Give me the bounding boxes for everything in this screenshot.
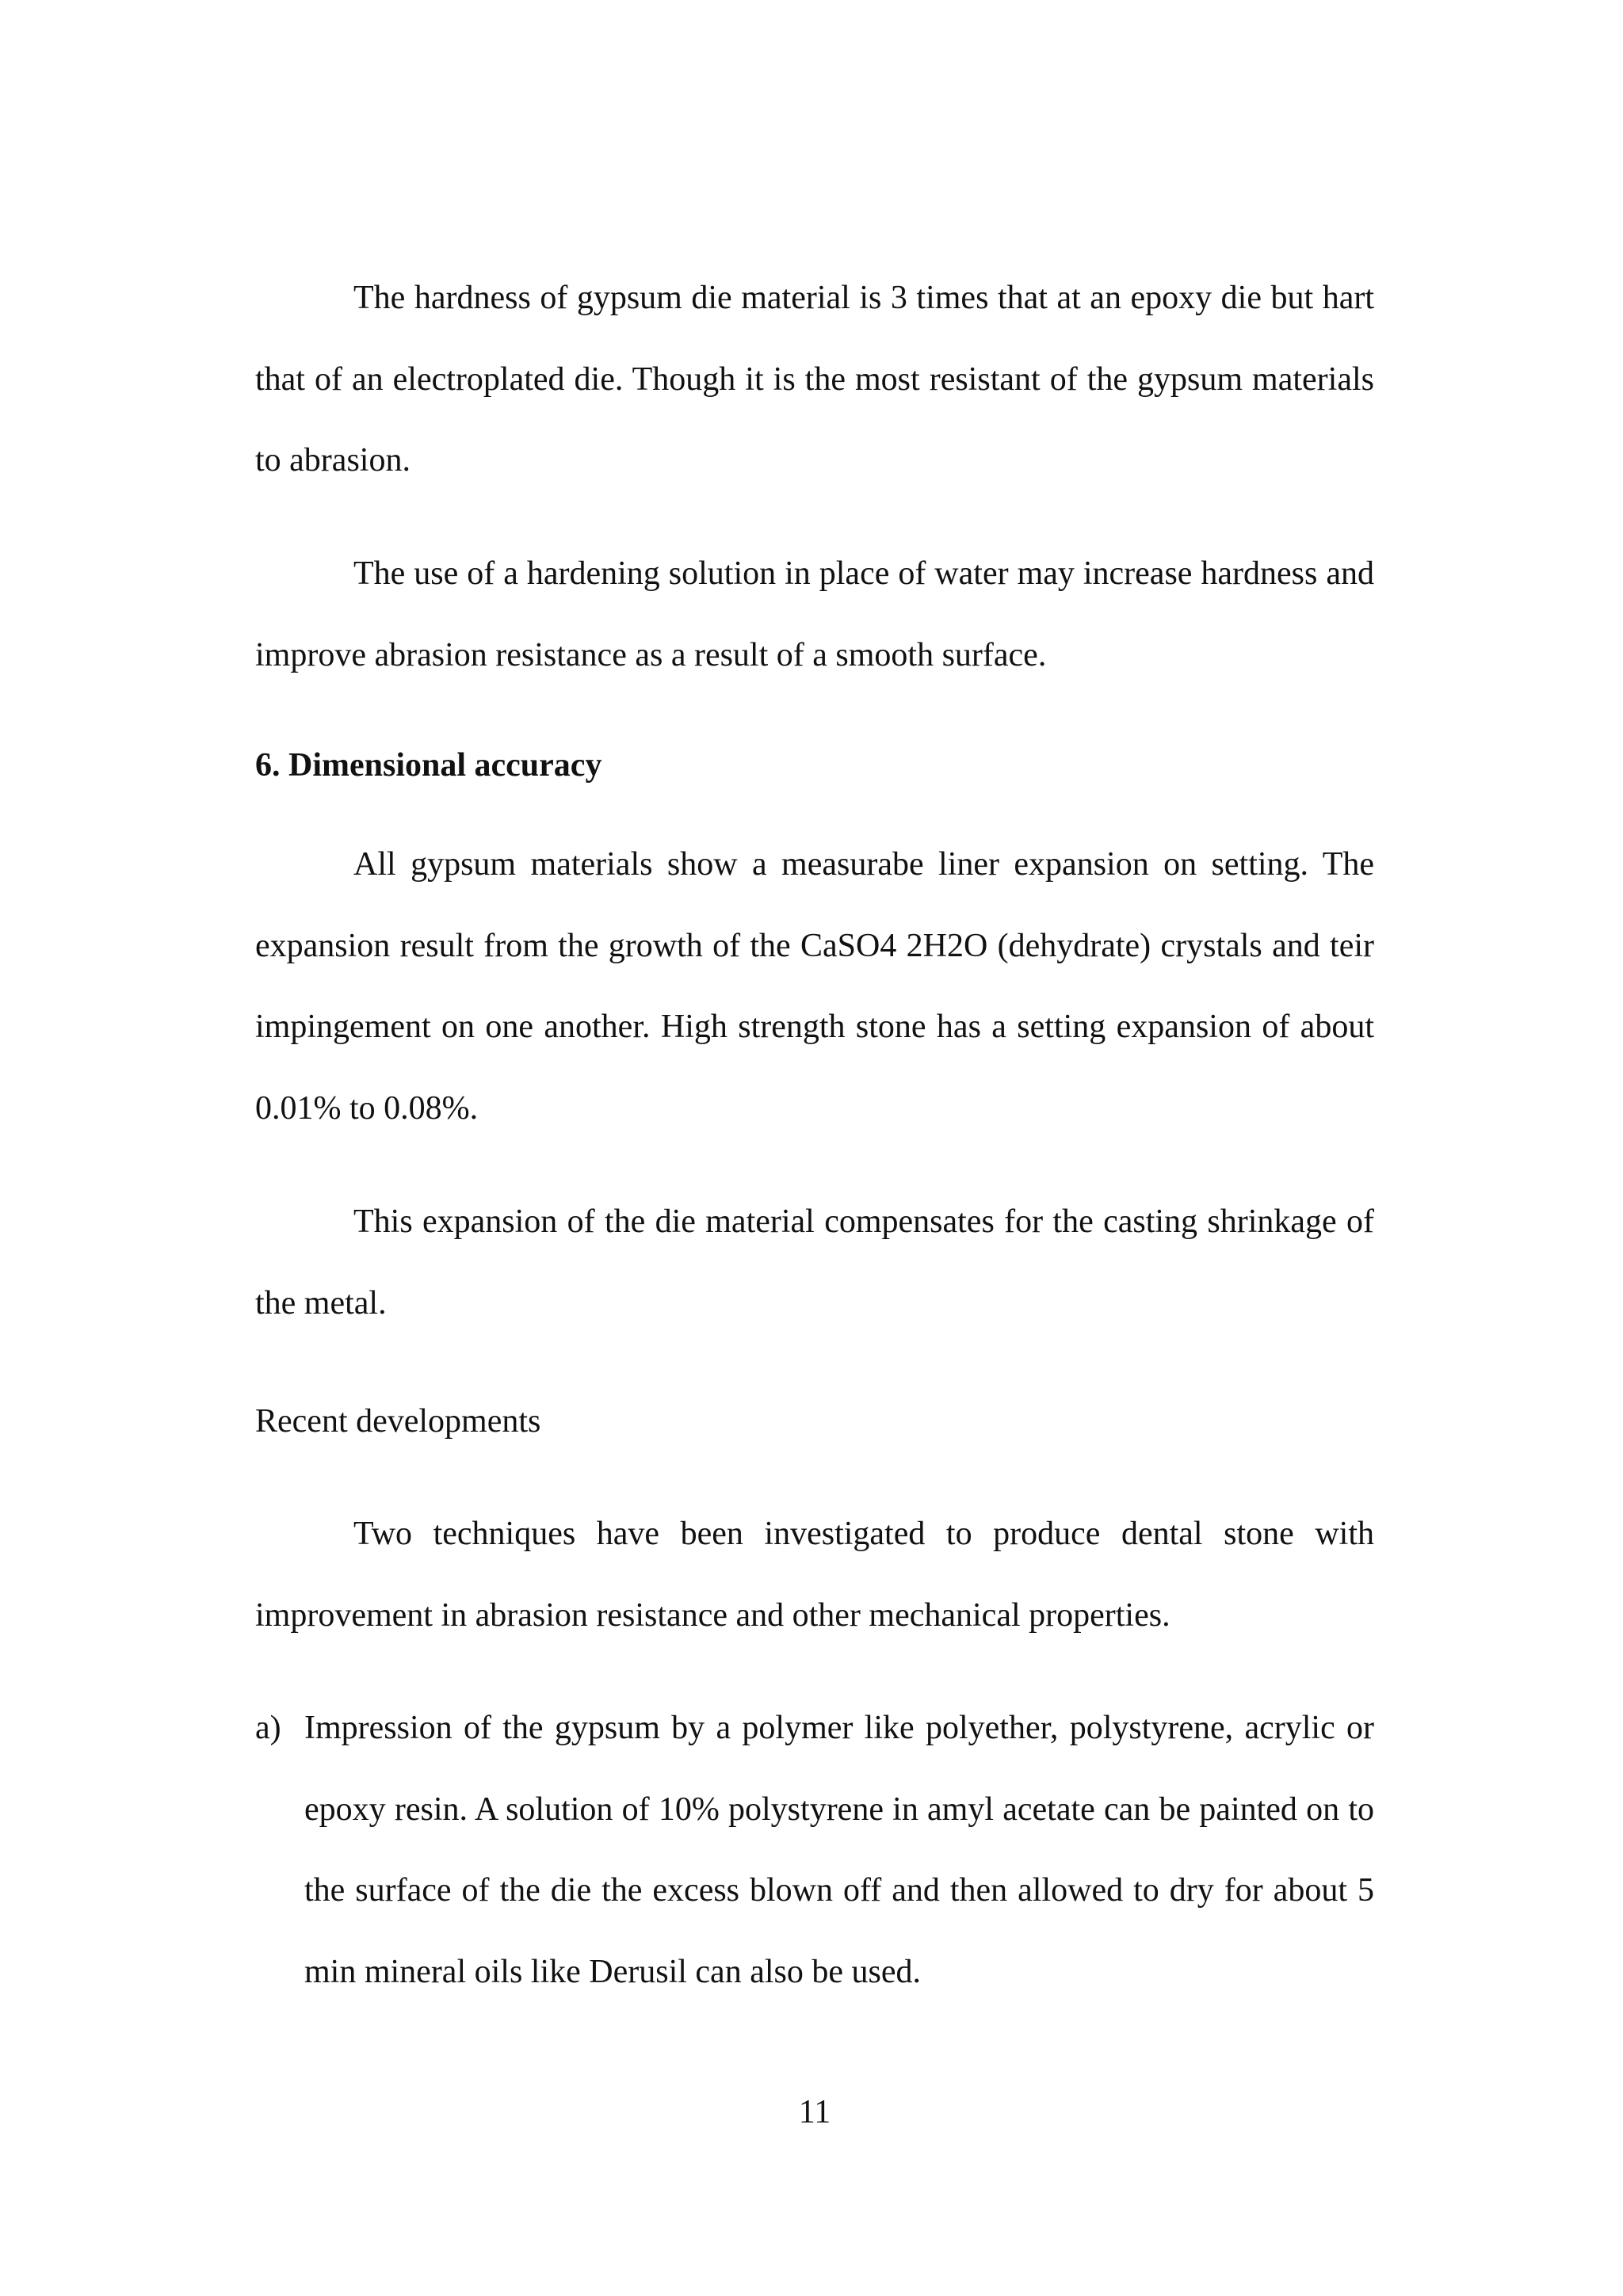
- list-item-text: Impression of the gypsum by a polymer like polyether, polystyrene, acrylic or epoxy resin. A solution of 10% polystyrene in amyl acetate can be painted on to the surface of the die the excess blown off and then allowed to dry for about 5 min mineral oils like Derusil can also be used.: [304, 1710, 1374, 1990]
- section-heading-dimensional-accuracy: 6. Dimensional accuracy: [255, 747, 602, 784]
- paragraph-hardness: The hardness of gypsum die material is 3 times that at an epoxy die but hart that of an electroplated die. Though it is the most resistant of the gypsum materials to abrasion.: [255, 280, 1374, 479]
- document-page: [255, 0, 1374, 2296]
- paragraph-hardening-solution: The use of a hardening solution in place of water may increase hardness and improve abrasion resistance as a result of a smooth surface.: [255, 555, 1374, 673]
- paragraph-techniques: Two techniques have been investigated to produce dental stone with improvement in abrasion resistance and other mechanical properties.: [255, 1516, 1374, 1634]
- page-number: 11: [798, 2094, 831, 2130]
- paragraph-expansion: All gypsum materials show a measurabe liner expansion on setting. The expansion result from the growth of the CaSO4 2H2O (dehydrate) crystals and teir impingement on one another. High strength stone has a setting expansion of about 0.01% to 0.08%.: [255, 846, 1374, 1127]
- subheading-recent-developments: Recent developments: [255, 1403, 541, 1440]
- list-marker: a): [255, 1710, 281, 1746]
- paragraph-compensation: This expansion of the die material compensates for the casting shrinkage of the metal.: [255, 1203, 1374, 1322]
